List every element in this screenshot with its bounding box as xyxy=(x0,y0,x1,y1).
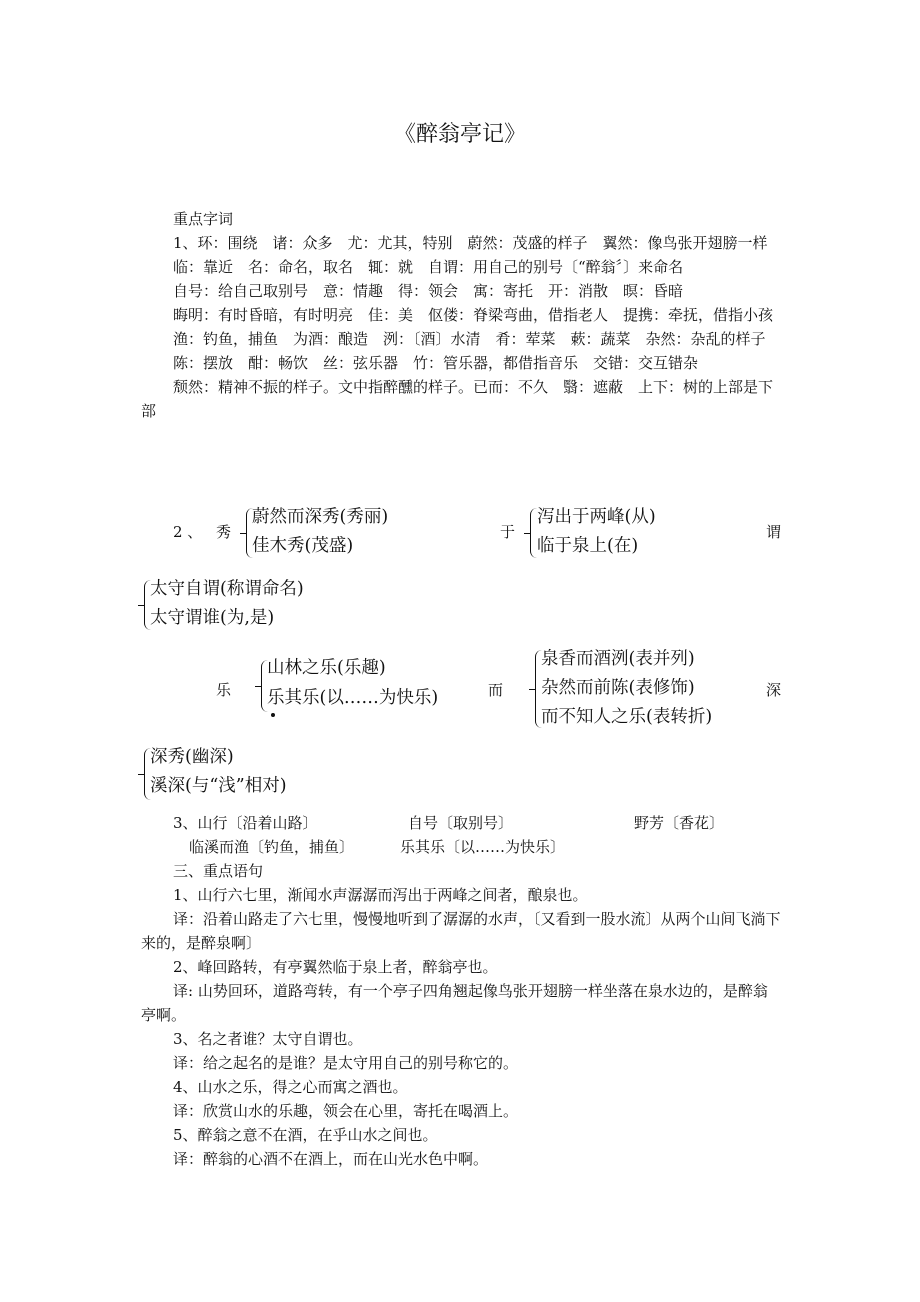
group-item: 蔚然而深秀(秀丽) xyxy=(252,507,389,527)
group-label-yu: 于 xyxy=(500,523,516,541)
paragraph: 译: 山势回环，道路弯转，有一个亭子四角翘起像鸟张开翅膀一样坐落在泉水边的，是醉翁亭啊。 xyxy=(141,982,768,1024)
paragraph: 自号：给自己取别号 意：情趣 得：领会 寓：寄托 开：消散 暝：昏暗 xyxy=(173,282,684,300)
paragraph: 译：给之起名的是谁？是太守用自己的别号称它的。 xyxy=(173,1054,519,1072)
phrase-item: 野芳〔香花〕 xyxy=(634,814,725,832)
group-item: 临于泉上(在) xyxy=(537,536,639,556)
paragraph: 译：沿着山路走了六七里，慢慢地听到了潺潺的水声，〔又看到一股水流〕从两个山间飞淌下来的，是醉泉啊〕 xyxy=(141,910,781,952)
paragraph: 5、醉翁之意不在酒，在乎山水之间也。 xyxy=(173,1126,438,1144)
group-label-le: 乐 xyxy=(216,681,232,699)
emphasis-dot xyxy=(271,713,275,717)
page-title: 《醉翁亭记》 xyxy=(393,122,526,147)
group-label-xiu: 秀 xyxy=(216,523,232,541)
group-item: 乐其乐(以……为快乐) xyxy=(267,688,439,708)
group-item: 泻出于两峰(从) xyxy=(537,507,656,527)
group-item: 太守谓谁(为,是) xyxy=(150,608,275,628)
paragraph: 2、峰回路转，有亭翼然临于泉上者，醉翁亭也。 xyxy=(173,958,498,976)
group-item: 深秀(幽深) xyxy=(150,747,234,767)
paragraph: 译：醉翁的心酒不在酒上，而在山光水色中啊。 xyxy=(173,1150,489,1168)
paragraph: 临：靠近 名：命名，取名 辄：就 自谓：用自己的别号〔“醉翁〞〕来命名 xyxy=(173,258,684,276)
group-item: 佳木秀(茂盛) xyxy=(252,536,354,556)
paragraph: 3、名之者谁？太守自谓也。 xyxy=(173,1030,363,1048)
phrase-item: 自号〔取别号〕 xyxy=(408,814,514,832)
group-label-er: 而 xyxy=(488,681,504,699)
paragraph: 1、环：围绕 诸：众多 尤：尤其，特别 蔚然：茂盛的样子 翼然：像鸟张开翅膀一样 xyxy=(173,234,768,252)
paragraph: 4、山水之乐，得之心而寓之酒也。 xyxy=(173,1078,408,1096)
group-item: 泉香而酒洌(表并列) xyxy=(541,649,695,669)
section-heading: 重点字词 xyxy=(173,210,234,228)
paragraph: 晦明：有时昏暗，有时明亮 佳：美 伛偻：脊梁弯曲，借指老人 提携：牵抚，借指小孩 xyxy=(173,306,774,324)
section-heading: 三、重点语句 xyxy=(173,862,264,880)
group-item: 山林之乐(乐趣) xyxy=(267,658,386,678)
paragraph: 1、山行六七里，渐闻水声潺潺而泻出于两峰之间者，酿泉也。 xyxy=(173,886,588,904)
phrase-item: 乐其乐〔以……为快乐〕 xyxy=(400,838,566,856)
key-words-section xyxy=(141,207,782,423)
phrase-item: 临溪而渔〔钓鱼，捕鱼〕 xyxy=(189,838,355,856)
group-item: 杂然而前陈(表修饰) xyxy=(541,678,695,698)
paragraph: 渔：钓鱼，捕鱼 为酒：酿造 洌：〔酒〕水清 肴：荤菜 蔌：蔬菜 杂然：杂乱的样子 xyxy=(173,330,766,348)
paragraph: 译：欣赏山水的乐趣，领会在心里，寄托在喝酒上。 xyxy=(173,1102,519,1120)
paragraph: 陈：摆放 酣：畅饮 丝：弦乐器 竹：管乐器，都借指音乐 交错：交互错杂 xyxy=(173,354,699,372)
group-item: 溪深(与“浅”相对) xyxy=(150,776,287,796)
group-item: 而不知人之乐(表转折) xyxy=(541,707,713,727)
group-label-wei: 谓 xyxy=(766,523,782,541)
phrase-item: 3、山行〔沿着山路〕 xyxy=(173,814,318,832)
item-number: 2 、 xyxy=(173,523,203,541)
group-label-shen: 深 xyxy=(766,681,782,699)
key-sentences-section xyxy=(141,859,782,1171)
group-item: 太守自谓(称谓命名) xyxy=(150,579,304,599)
paragraph: 颓然：精神不振的样子。文中指醉醺的样子。已而：不久 翳：遮蔽 上下：树的上部是下部 xyxy=(141,378,774,420)
